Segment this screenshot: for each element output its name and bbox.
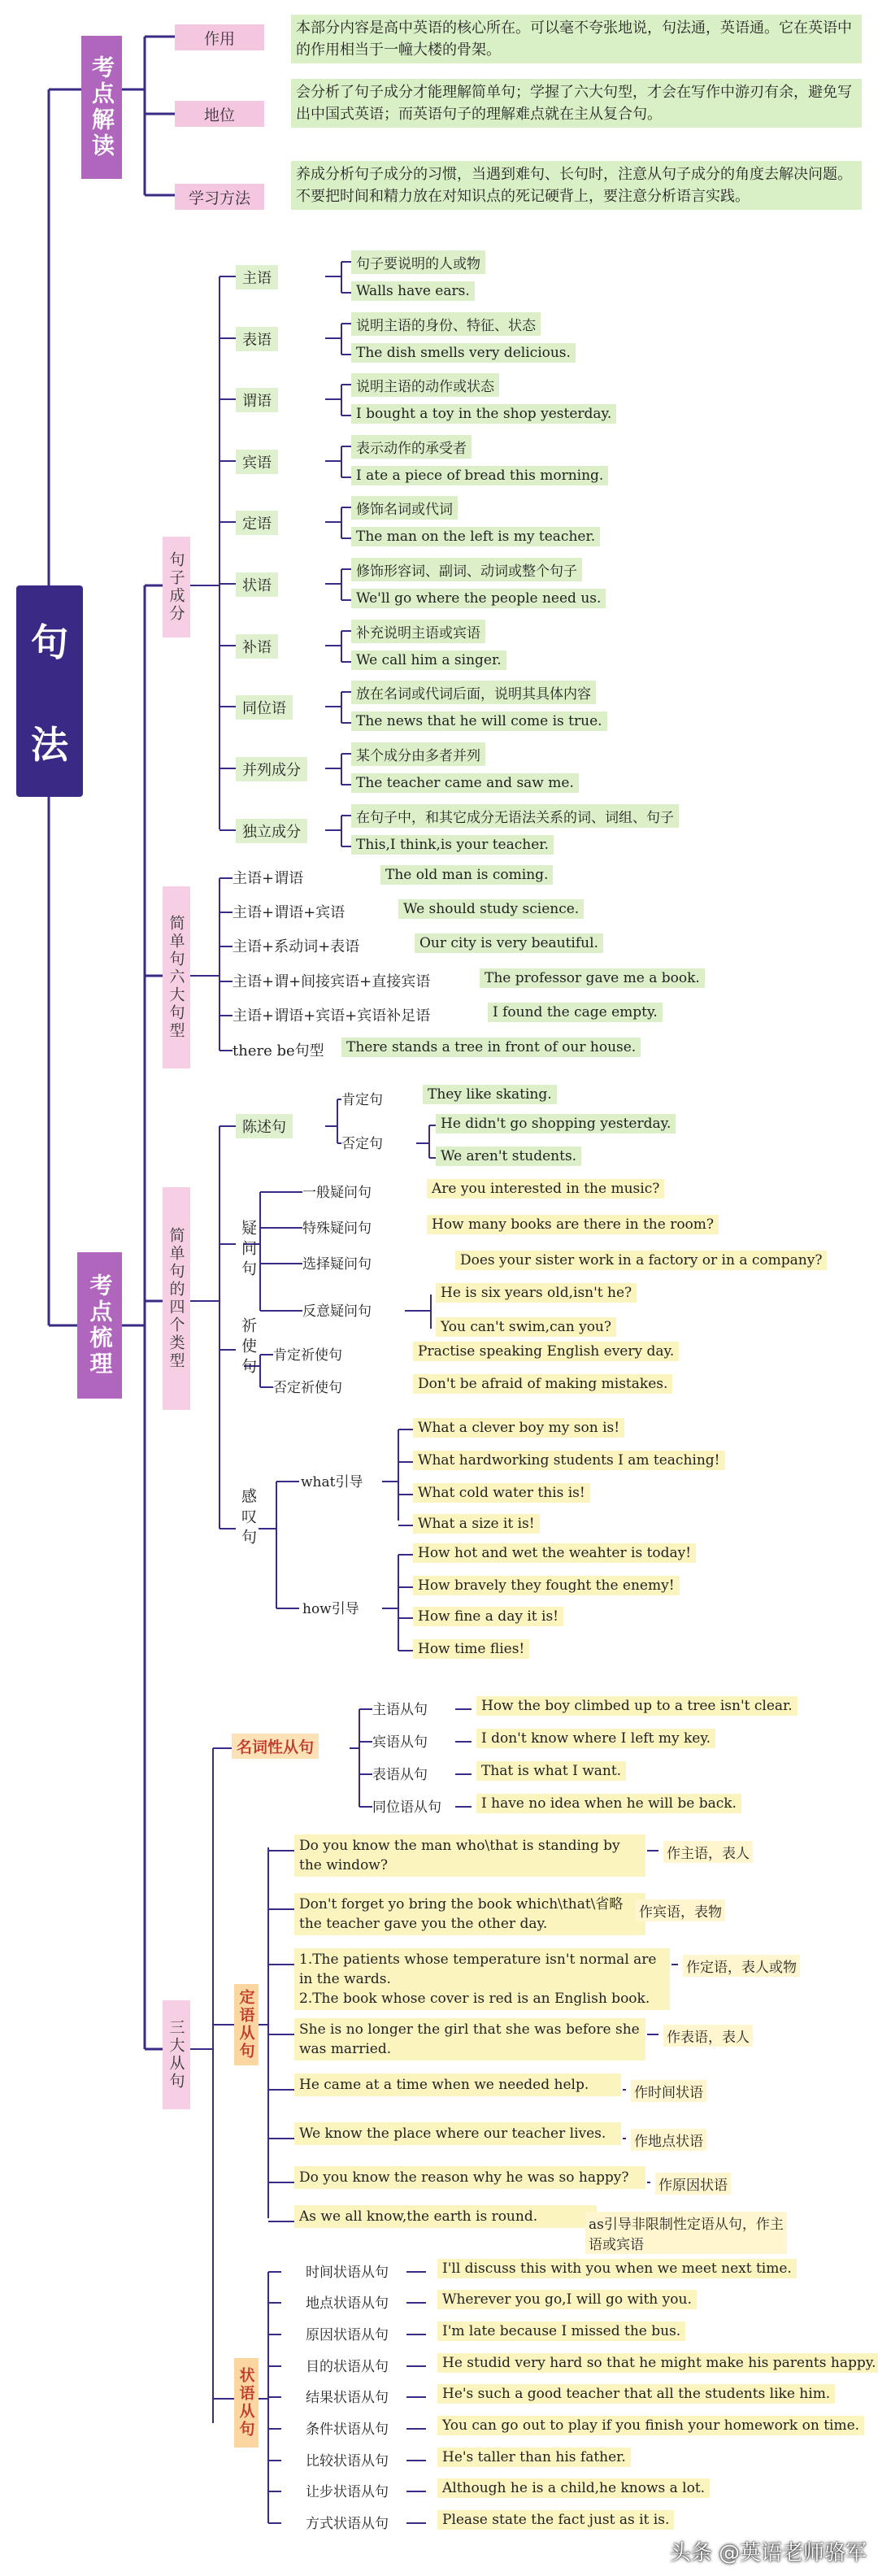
root-title xyxy=(16,585,83,797)
part-label: 定语 xyxy=(236,511,278,535)
part-example: The man on the left is my teacher. xyxy=(351,527,600,546)
attributive-clause-label: 定语从句 xyxy=(234,1984,259,2065)
watermark: 头条 @英语老师骆军 xyxy=(669,2541,867,2565)
interrogative-type: 反意疑问句 xyxy=(302,1303,372,1320)
noun-clause-type: 宾语从句 xyxy=(372,1734,428,1751)
item-method-label: 学习方法 xyxy=(175,184,264,210)
part-definition: 放在名词或代词后面，说明其具体内容 xyxy=(351,681,596,704)
adverbial-example: He's such a good teacher that all the students like him. xyxy=(437,2384,835,2404)
part-example: We call him a singer. xyxy=(351,651,506,670)
negative-label: 否定句 xyxy=(341,1136,383,1152)
part-definition: 修饰形容词、副词、动词或整个句子 xyxy=(351,558,582,581)
clauses-title: 三大从句 xyxy=(163,2000,190,2109)
part-example: The teacher came and saw me. xyxy=(351,773,579,793)
part-label: 宾语 xyxy=(236,450,278,474)
adverbial-type: 让步状语从句 xyxy=(306,2484,389,2500)
interrogative-type: 特殊疑问句 xyxy=(302,1221,372,1237)
attributive-note: as引导非限制性定语从句，作主语或宾语 xyxy=(585,2212,787,2254)
adverbial-example: He studid very hard so that he might make his parents happy. xyxy=(437,2353,878,2373)
attributive-example: He came at a time when we needed help. xyxy=(294,2073,621,2096)
part-label: 主语 xyxy=(236,265,278,289)
noun-clause-label: 名词性从句 xyxy=(232,1734,319,1759)
what-example: What a clever boy my son is! xyxy=(413,1418,624,1438)
imperative-example: Don't be afraid of making mistakes. xyxy=(413,1374,672,1394)
adverbial-type: 原因状语从句 xyxy=(306,2327,389,2343)
interrogative-example: Does your sister work in a factory or in a company? xyxy=(455,1251,827,1270)
interrogative-type: 选择疑问句 xyxy=(302,1256,372,1273)
part-label: 补语 xyxy=(236,634,278,659)
pattern-label: 主语+谓语+宾语+宾语补足语 xyxy=(233,1007,431,1025)
pattern-example: The professor gave me a book. xyxy=(480,968,705,988)
sentence-parts-title: 句子成分 xyxy=(163,537,190,637)
pattern-label: 主语+谓语+宾语 xyxy=(233,904,346,921)
noun-clause-type: 表语从句 xyxy=(372,1767,428,1783)
negative-example-1: He didn't go shopping yesterday. xyxy=(436,1114,676,1134)
branch-interpretation: 考点解读 xyxy=(81,36,122,179)
pattern-example: The old man is coming. xyxy=(380,865,553,885)
part-definition: 修饰名词或代词 xyxy=(351,496,458,520)
adverbial-type: 比较状语从句 xyxy=(306,2453,389,2469)
part-example: Walls have ears. xyxy=(351,281,475,301)
adverbial-type: 时间状语从句 xyxy=(306,2265,389,2281)
adverbial-clause-label: 状语从句 xyxy=(234,2358,259,2448)
part-example: I bought a toy in the shop yesterday. xyxy=(351,404,616,424)
affirmative-example: They like skating. xyxy=(423,1085,557,1104)
imperative-type: 肯定祈使句 xyxy=(273,1347,342,1364)
interrogative-example: You can't swim,can you? xyxy=(436,1317,616,1337)
adverbial-example: I'll discuss this with you when we meet next time. xyxy=(437,2259,797,2278)
attributive-note: 作原因状语 xyxy=(655,2173,731,2195)
item-role-text: 本部分内容是高中英语的核心所在。可以毫不夸张地说，句法通，英语通。它在英语中的作用相当于一幢大楼的骨架。 xyxy=(291,15,862,63)
adverbial-example: I'm late because I missed the bus. xyxy=(437,2321,685,2341)
pattern-example: I found the cage empty. xyxy=(488,1003,663,1022)
adverbial-type: 地点状语从句 xyxy=(306,2295,389,2312)
part-label: 状语 xyxy=(236,572,278,597)
part-definition: 句子要说明的人或物 xyxy=(351,250,485,274)
noun-clause-type: 主语从句 xyxy=(372,1702,428,1718)
how-label: how引导 xyxy=(302,1601,359,1617)
interrogative-example: He is six years old,isn't he? xyxy=(436,1283,637,1303)
how-example: How hot and wet the weahter is today! xyxy=(413,1543,696,1563)
noun-clause-example: How the boy climbed up to a tree isn't clear. xyxy=(476,1696,798,1716)
adverbial-example: He's taller than his father. xyxy=(437,2448,631,2467)
noun-clause-example: I don't know where I left my key. xyxy=(476,1729,715,1748)
adverbial-type: 目的状语从句 xyxy=(306,2359,389,2375)
part-definition: 说明主语的身份、特征、状态 xyxy=(351,312,541,336)
part-definition: 在句子中，和其它成分无语法关系的词、词组、句子 xyxy=(351,804,679,828)
pattern-example: There stands a tree in front of our house. xyxy=(341,1038,641,1057)
attributive-note: 作定语，表人或物 xyxy=(683,1955,800,1977)
pattern-example: We should study science. xyxy=(398,899,584,919)
imperative-type: 否定祈使句 xyxy=(273,1380,342,1396)
root-char-2: 法 xyxy=(31,723,68,767)
negative-example-2: We aren't students. xyxy=(436,1147,581,1166)
part-label: 表语 xyxy=(236,327,278,351)
part-example: We'll go where the people need us. xyxy=(351,589,606,608)
adverbial-example: Please state the fact just as it is. xyxy=(437,2510,674,2530)
attributive-note: 作主语，表人 xyxy=(663,1841,753,1863)
part-example: I ate a piece of bread this morning. xyxy=(351,466,608,485)
part-definition: 说明主语的动作或状态 xyxy=(351,373,499,397)
attributive-example: She is no longer the girl that she was before she was married. xyxy=(294,2018,645,2060)
part-example: The news that he will come is true. xyxy=(351,711,607,731)
part-definition: 补充说明主语或宾语 xyxy=(351,620,485,643)
item-status-text: 会分析了句子成分才能理解简单句；学握了六大句型，才会在写作中游刃有余，避免写出中国式英语；而英语句子的理解难点就在主从复合句。 xyxy=(291,79,862,128)
pattern-label: 主语+谓语 xyxy=(233,870,304,887)
declarative-label: 陈述句 xyxy=(236,1114,293,1138)
exclamatory-label: 感叹句 xyxy=(239,1488,257,1549)
interrogative-label: 疑问句 xyxy=(239,1220,257,1281)
imperative-label: 祈使句 xyxy=(239,1317,257,1378)
four-types-title: 简单句的四个类型 xyxy=(163,1187,190,1410)
interrogative-type: 一般疑问句 xyxy=(302,1185,372,1201)
attributive-example: Don't forget yo bring the book which\that\省略the teacher gave you the other day. xyxy=(294,1893,645,1935)
how-example: How fine a day it is! xyxy=(413,1607,563,1626)
part-label: 同位语 xyxy=(236,695,293,720)
attributive-example: 1.The patients whose temperature isn't normal are in the wards. 2.The book whose cover is red is an English book. xyxy=(294,1948,670,2010)
pattern-example: Our city is very beautiful. xyxy=(415,933,603,953)
item-method-text: 养成分析句子成分的习惯，当遇到难句、长句时，注意从句子成分的角度去解决问题。不要把时间和精力放在对知识点的死记硬背上，要注意分析语言实践。 xyxy=(291,161,862,210)
branch-review: 考点梳理 xyxy=(77,1252,122,1399)
item-status-label: 地位 xyxy=(175,101,264,127)
attributive-example: As we all know,the earth is round. xyxy=(294,2205,597,2228)
part-example: This,I think,is your teacher. xyxy=(351,835,554,855)
adverbial-example: Although he is a child,he knows a lot. xyxy=(437,2478,710,2498)
adverbial-example: Wherever you go,I will go with you. xyxy=(437,2290,697,2309)
root-char-1: 句 xyxy=(31,620,68,664)
affirmative-label: 肯定句 xyxy=(341,1092,383,1108)
part-label: 谓语 xyxy=(236,388,278,412)
pattern-label: there be句型 xyxy=(233,1042,324,1060)
adverbial-type: 条件状语从句 xyxy=(306,2422,389,2438)
noun-clause-type: 同位语从句 xyxy=(372,1799,441,1816)
attributive-note: 作表语，表人 xyxy=(663,2025,753,2047)
item-role-label: 作用 xyxy=(175,24,264,50)
interrogative-example: Are you interested in the music? xyxy=(427,1179,664,1199)
adverbial-type: 方式状语从句 xyxy=(306,2516,389,2532)
adverbial-type: 结果状语从句 xyxy=(306,2390,389,2406)
part-label: 并列成分 xyxy=(236,757,307,781)
attributive-example: Do you know the man who\that is standing by the window? xyxy=(294,1834,645,1877)
pattern-label: 主语+系动词+表语 xyxy=(233,938,360,955)
part-definition: 某个成分由多者并列 xyxy=(351,742,485,766)
pattern-label: 主语+谓+间接宾语+直接宾语 xyxy=(233,973,431,990)
interrogative-example: How many books are there in the room? xyxy=(427,1215,719,1234)
six-patterns-title: 简单句六大句型 xyxy=(163,886,190,1068)
part-example: The dish smells very delicious. xyxy=(351,343,576,363)
how-example: How time flies! xyxy=(413,1639,529,1659)
attributive-note: 作时间状语 xyxy=(631,2080,706,2102)
part-label: 独立成分 xyxy=(236,819,307,843)
noun-clause-example: That is what I want. xyxy=(476,1761,626,1781)
adverbial-example: You can go out to play if you finish your homework on time. xyxy=(437,2416,864,2435)
what-example: What cold water this is! xyxy=(413,1483,590,1503)
attributive-example: Do you know the reason why he was so happy? xyxy=(294,2166,645,2189)
how-example: How bravely they fought the enemy! xyxy=(413,1576,680,1595)
imperative-example: Practise speaking English every day. xyxy=(413,1342,679,1361)
attributive-note: 作地点状语 xyxy=(631,2129,706,2151)
noun-clause-example: I have no idea when he will be back. xyxy=(476,1794,741,1813)
attributive-note: 作宾语，表物 xyxy=(636,1899,725,1921)
what-label: what引导 xyxy=(301,1474,363,1490)
attributive-example: We know the place where our teacher lives. xyxy=(294,2122,621,2145)
what-example: What hardworking students I am teaching! xyxy=(413,1451,725,1470)
part-definition: 表示动作的承受者 xyxy=(351,435,472,459)
what-example: What a size it is! xyxy=(413,1514,540,1534)
